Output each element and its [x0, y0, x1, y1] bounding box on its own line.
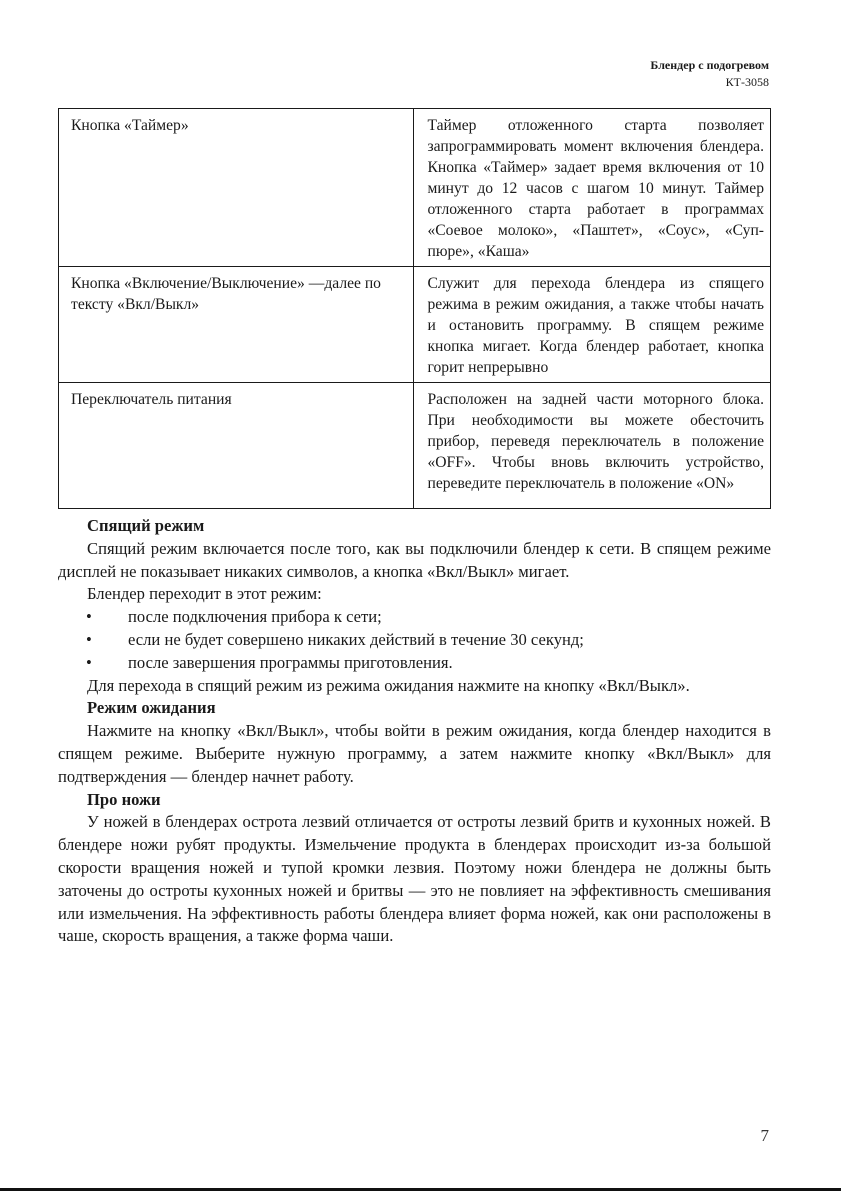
controls-table — [58, 108, 771, 509]
control-description: Служит для перехода блендера из спящего режима в режим ожидания, а также чтобы начать и остановить программу. В спящем режиме кнопка мигает. Когда блендер работает, кнопка горит непрерывно — [414, 267, 771, 383]
table-row — [59, 109, 771, 267]
paragraph: Спящий режим включается после того, как вы подключили блендер к сети. В спящем режиме дисплей не показывает никаких символов, а кнопка «Вкл/Выкл» мигает. — [58, 538, 771, 581]
list-item — [58, 606, 771, 629]
header-model: КТ-3058 — [725, 75, 769, 89]
main-text — [58, 515, 771, 948]
control-description: Расположен на задней части моторного блока. При необходимости вы можете обесточить прибор, переведя переключатель в положение «OFF». Чтобы вновь включить устройство, переведите переключатель в положение «ON» — [414, 383, 771, 509]
header-title: Блендер с подогревом — [650, 58, 769, 72]
list-item-text: после завершения программы приготовления. — [128, 652, 453, 672]
page-header — [650, 57, 769, 91]
table-row — [59, 267, 771, 383]
paragraph: Для перехода в спящий режим из режима ожидания нажмите на кнопку «Вкл/Выкл». — [87, 675, 690, 695]
section-heading-standby: Режим ожидания — [87, 698, 216, 718]
control-name: Кнопка «Включение/Выключение» —далее по тексту «Вкл/Выкл» — [59, 267, 414, 383]
bullet-icon: • — [86, 652, 92, 672]
list-item — [58, 629, 771, 652]
section-heading-sleep: Спящий режим — [87, 516, 205, 535]
control-description: Таймер отложенного старта позволяет запрограммировать момент включения блендера. Кнопка «Таймер» задает время включения от 10 минут до 12 часов с шагом 10 минут. Таймер отложенного старта работает в программах «Соевое молоко», «Паштет», «Соус», «Суп-пюре», «Каша» — [414, 109, 771, 267]
table-row — [59, 383, 771, 509]
bullet-icon: • — [86, 629, 92, 649]
list-item — [58, 652, 771, 675]
bullet-list — [58, 606, 771, 674]
list-item-text: после подключения прибора к сети; — [128, 607, 382, 627]
list-item-text: если не будет совершено никаких действий в течение 30 секунд; — [128, 629, 584, 649]
paragraph: Блендер переходит в этот режим: — [87, 584, 322, 604]
paragraph: У ножей в блендерах острота лезвий отличается от остроты лезвий бритв и кухонных ножей. В блендере ножи рубят продукты. Измельчение продукта в блендерах происходит из-за большой скорости вращения ножей и тупой кромки лезвия. Поэтому ножи блендера не должны быть заточены до остроты кухонных ножей и бритвы — это не повлияет на эффективность смешивания или измельчения. На эффективность работы блендера влияет форма ножей, как они расположены в чаше, скорость вращения, а также форма чаши. — [58, 812, 771, 946]
bullet-icon: • — [86, 607, 92, 627]
control-name: Переключатель питания — [59, 383, 414, 509]
page-number: 7 — [760, 1126, 769, 1145]
section-heading-knives: Про ножи — [87, 789, 161, 809]
paragraph: Нажмите на кнопку «Вкл/Выкл», чтобы войти в режим ожидания, когда блендер находится в спящем режиме. Выберите нужную программу, а затем нажмите кнопку «Вкл/Выкл» для подтверждения — блендер начнет работу. — [58, 721, 771, 786]
control-name: Кнопка «Таймер» — [59, 109, 414, 267]
